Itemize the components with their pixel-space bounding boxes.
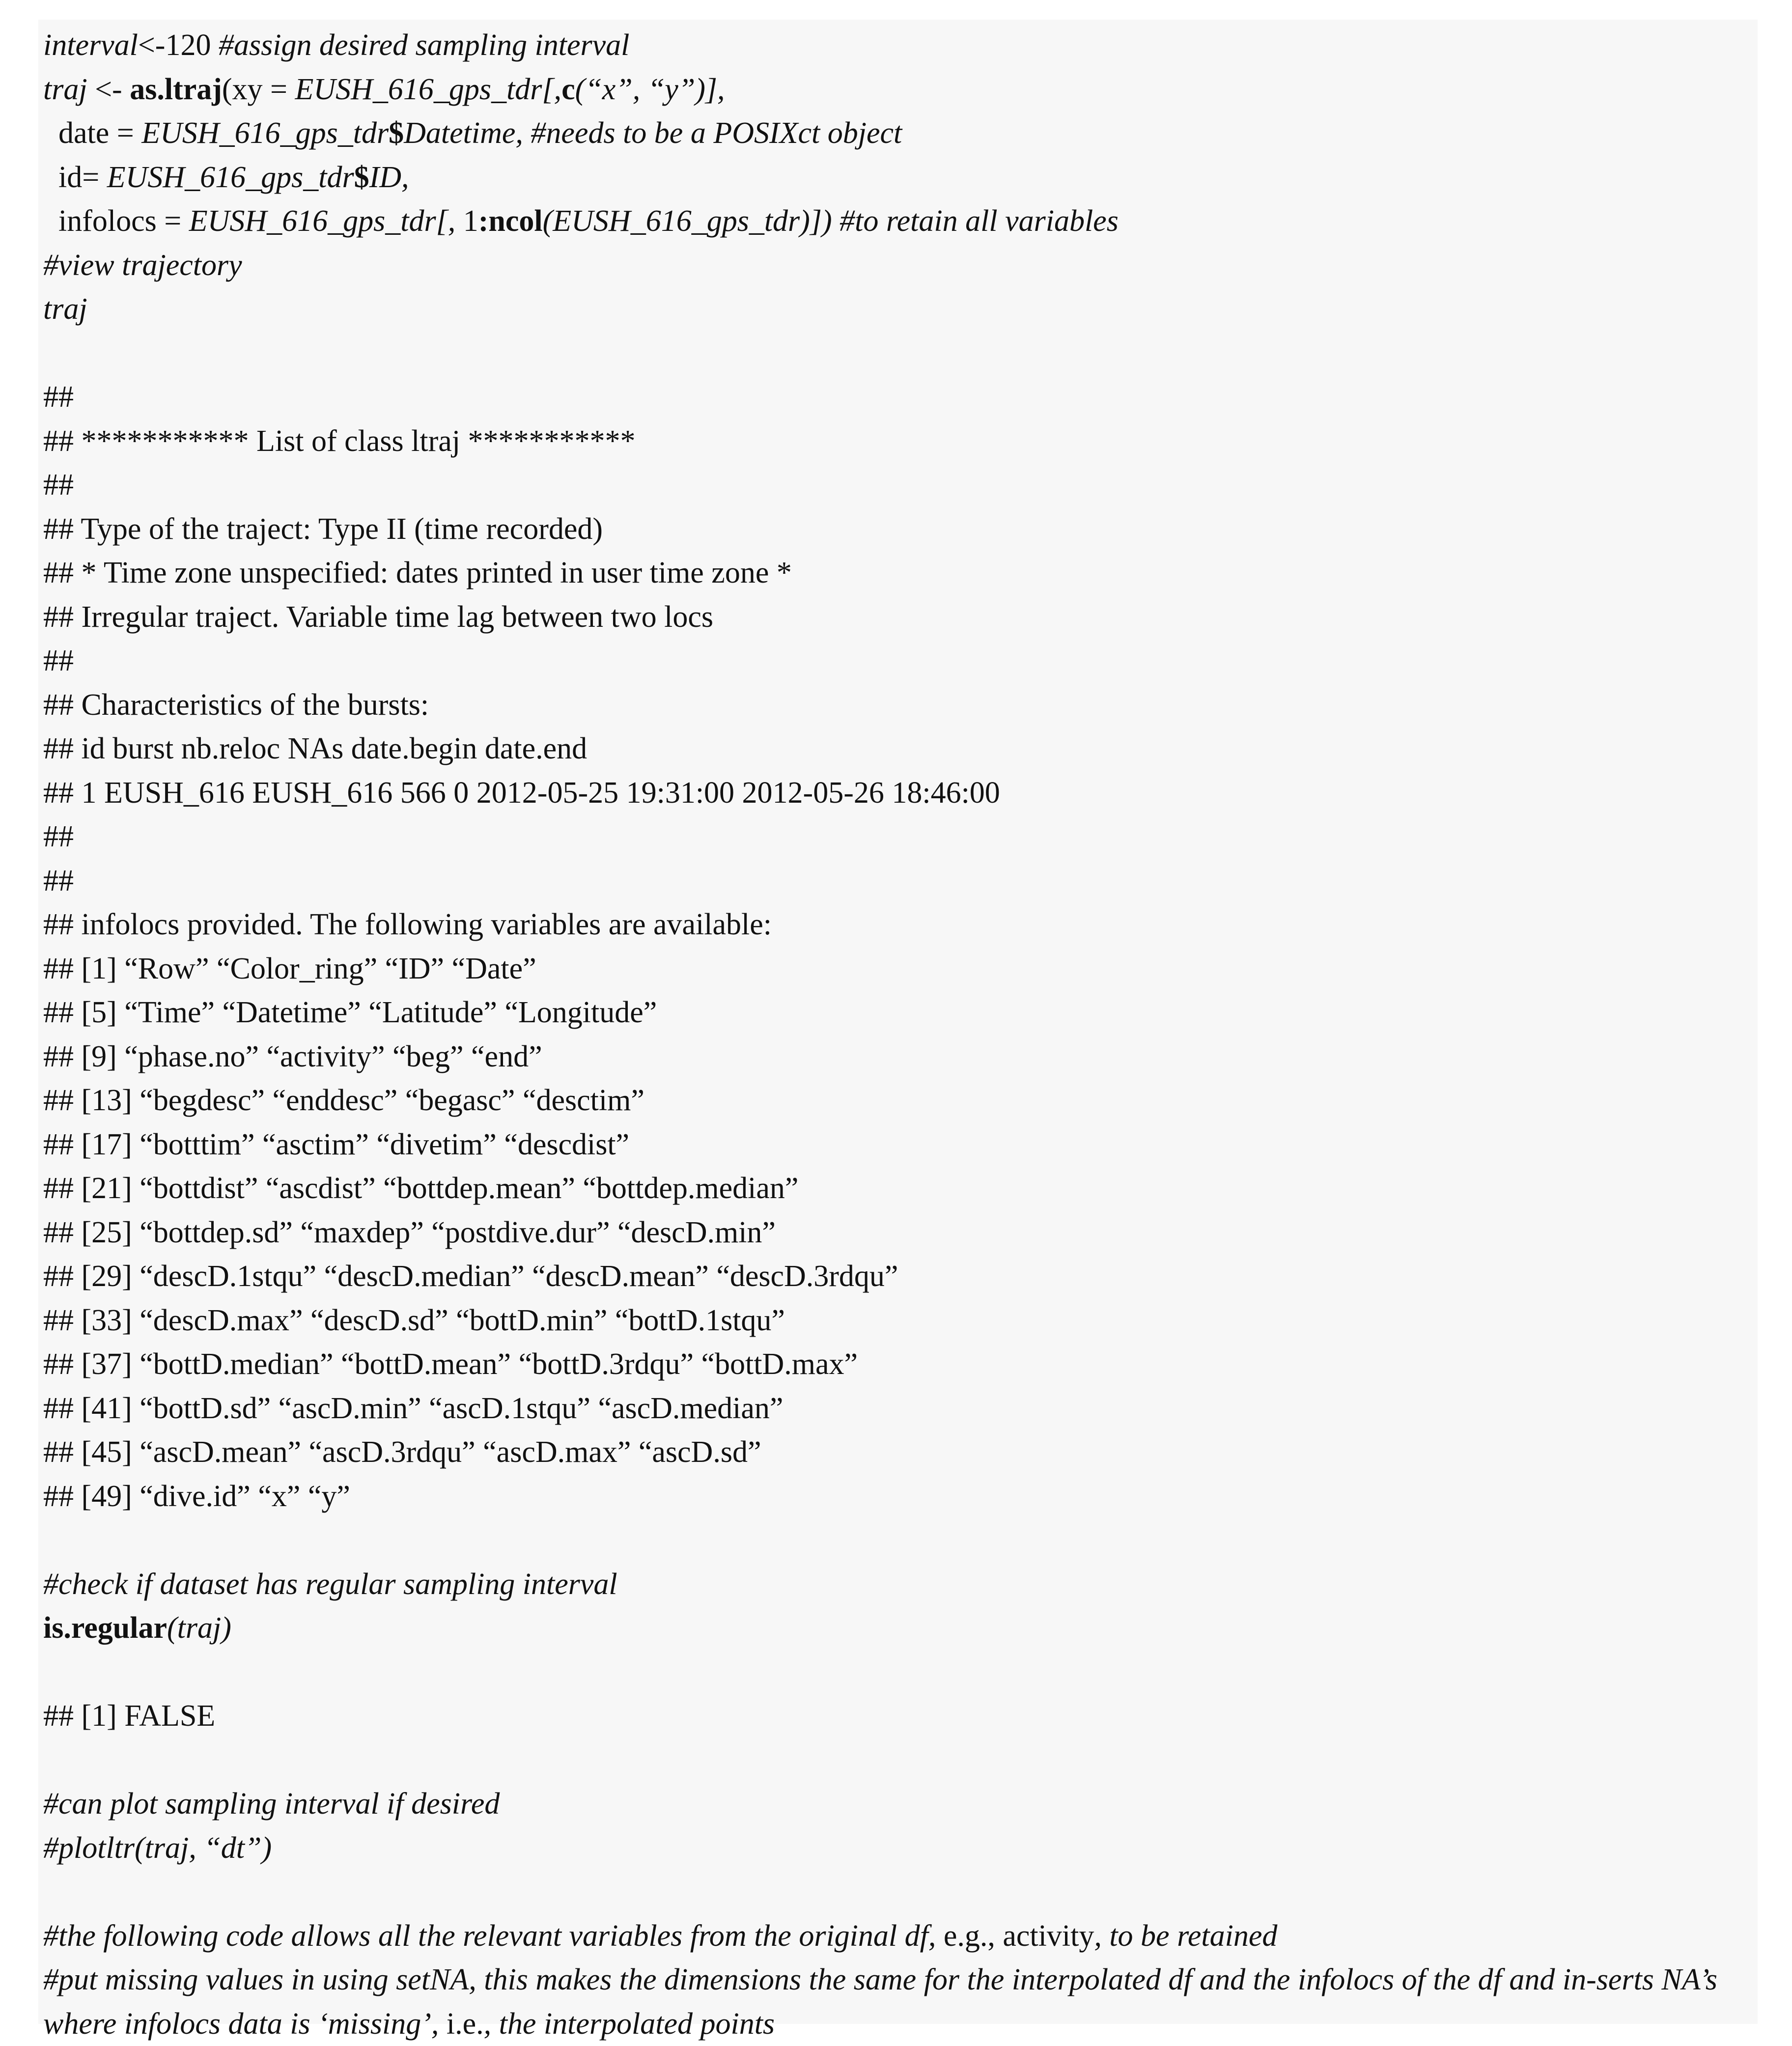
ncol-arg: (EUSH_616_gps_tdr)]) [542,204,840,238]
comment-text: #put missing values in using setNA, this makes the dimensions the same for the interpolated df and the infolocs of the df and in-serts NA’s where infolocs data is ‘missing’, [43,1963,1718,2041]
dataframe-name: EUSH_616_gps_tdr [107,160,354,194]
comment-posixct: #needs to be a POSIXct object [531,116,902,150]
output-line: ## 1 EUSH_616 EUSH_616 566 0 2012-05-25 19:31:00 2012-05-26 18:46:00 [43,776,1000,810]
output-line: ## [37] “bottD.median” “bottD.mean” “bottD.3rdqu” “bottD.max” [43,1347,858,1381]
c-args: (“x”, “y”)], [575,72,725,106]
output-line-false: ## [1] FALSE [43,1699,216,1733]
comment-retain-relevant [43,1914,1748,1959]
blank-line [43,332,1748,376]
output-line: ## [33] “descD.max” “descD.sd” “bottD.min” “bottD.1stqu” [43,1303,785,1337]
infolocs-arg: infolocs = [43,204,189,238]
comment-text: #the following code allows all the relevant variables from the original df, [43,1919,944,1953]
comment-text: , the interpolated points [483,2007,775,2041]
output-line: ## [5] “Time” “Datetime” “Latitude” “Longitude” [43,996,657,1029]
comment-plot-interval: #can plot sampling interval if desired [43,1787,500,1821]
code-line-traj: traj [43,292,87,326]
function-c: c [561,72,575,106]
dataframe-name: EUSH_616_gps_tdr [141,116,389,150]
output-line: ## id burst nb.reloc NAs date.begin date.end [43,732,588,765]
comment-upright-text: i.e. [446,2007,484,2041]
blank-line [43,1518,1748,1563]
output-line: ## [1] “Row” “Color_ring” “ID” “Date” [43,952,536,985]
number-one: 1 [463,204,478,238]
code-line-as-ltraj [43,68,1748,112]
dataframe-subset: EUSH_616_gps_tdr[, [189,204,463,238]
variable-interval: interval [43,28,138,62]
output-line: ## [43,864,74,897]
comment-sampling-interval: #assign desired sampling interval [218,28,630,62]
blank-line [43,1870,1748,1914]
comment-upright-text: e.g., activity [943,1919,1094,1953]
output-line: ## * Time zone unspecified: dates printed in user time zone * [43,556,792,589]
output-line: ## Type of the traject: Type II (time recorded) [43,512,603,546]
output-line: ## [43,644,74,677]
output-line: ## [43,468,74,502]
function-is-regular: is.regular [43,1611,167,1645]
assign-value: <-120 [138,28,219,62]
comment-retain-variables: #to retain all variables [840,204,1119,238]
output-line: ## [49] “dive.id” “x” “y” [43,1479,350,1513]
output-line: ## [45] “ascD.mean” “ascD.3rdqu” “ascD.max” “ascD.sd” [43,1435,761,1469]
output-line: ## [21] “bottdist” “ascdist” “bottdep.mean” “bottdep.median” [43,1172,799,1205]
output-line: ## infolocs provided. The following variables are available: [43,908,772,941]
comment-plotltr: #plotltr(traj, “dt”) [43,1831,272,1865]
comment-setna [43,1958,1748,2046]
date-arg: date = [43,116,142,150]
comment-view-trajectory: #view trajectory [43,248,242,282]
function-as-ltraj: as.ltraj [130,72,222,106]
code-listing [43,24,1748,2046]
bracket: [, [542,72,562,106]
blank-line [43,1651,1748,1695]
output-line: ## Irregular traject. Variable time lag between two locs [43,600,714,634]
dataframe-name: EUSH_616_gps_tdr [295,72,542,106]
blank-line [43,1738,1748,1783]
code-line-date [43,112,1748,156]
comment-text: , to be retained [1094,1919,1278,1953]
xy-arg: (xy = [222,72,295,106]
output-line: ## *********** List of class ltraj *********** [43,424,636,458]
code-line-interval [43,24,1748,68]
output-line: ## [17] “botttim” “asctim” “divetim” “descdist” [43,1127,630,1161]
output-line: ## Characteristics of the bursts: [43,688,429,722]
dollar-operator: $ [389,116,404,150]
is-regular-arg: (traj) [167,1611,231,1645]
assign-arrow: <- [87,72,130,106]
output-line: ## [9] “phase.no” “activity” “beg” “end” [43,1039,542,1073]
comment-check-regular: #check if dataset has regular sampling interval [43,1567,617,1601]
output-line: ## [43,380,74,414]
output-line: ## [13] “begdesc” “enddesc” “begasc” “desctim” [43,1084,644,1117]
output-line: ## [43,820,74,853]
output-line: ## [41] “bottD.sd” “ascD.min” “ascD.1stqu” “ascD.median” [43,1391,784,1425]
code-line-infolocs [43,199,1748,244]
column-datetime: Datetime, [404,116,531,150]
variable-traj: traj [43,72,87,106]
dollar-operator: $ [354,160,369,194]
output-line: ## [29] “descD.1stqu” “descD.median” “descD.mean” “descD.3rdqu” [43,1260,898,1293]
output-line: ## [25] “bottdep.sd” “maxdep” “postdive.dur” “descD.min” [43,1215,776,1249]
code-line-id [43,156,1748,200]
function-ncol: :ncol [478,204,543,238]
id-arg: id= [43,160,107,194]
code-line-is-regular [43,1606,1748,1651]
column-id: ID, [369,160,409,194]
